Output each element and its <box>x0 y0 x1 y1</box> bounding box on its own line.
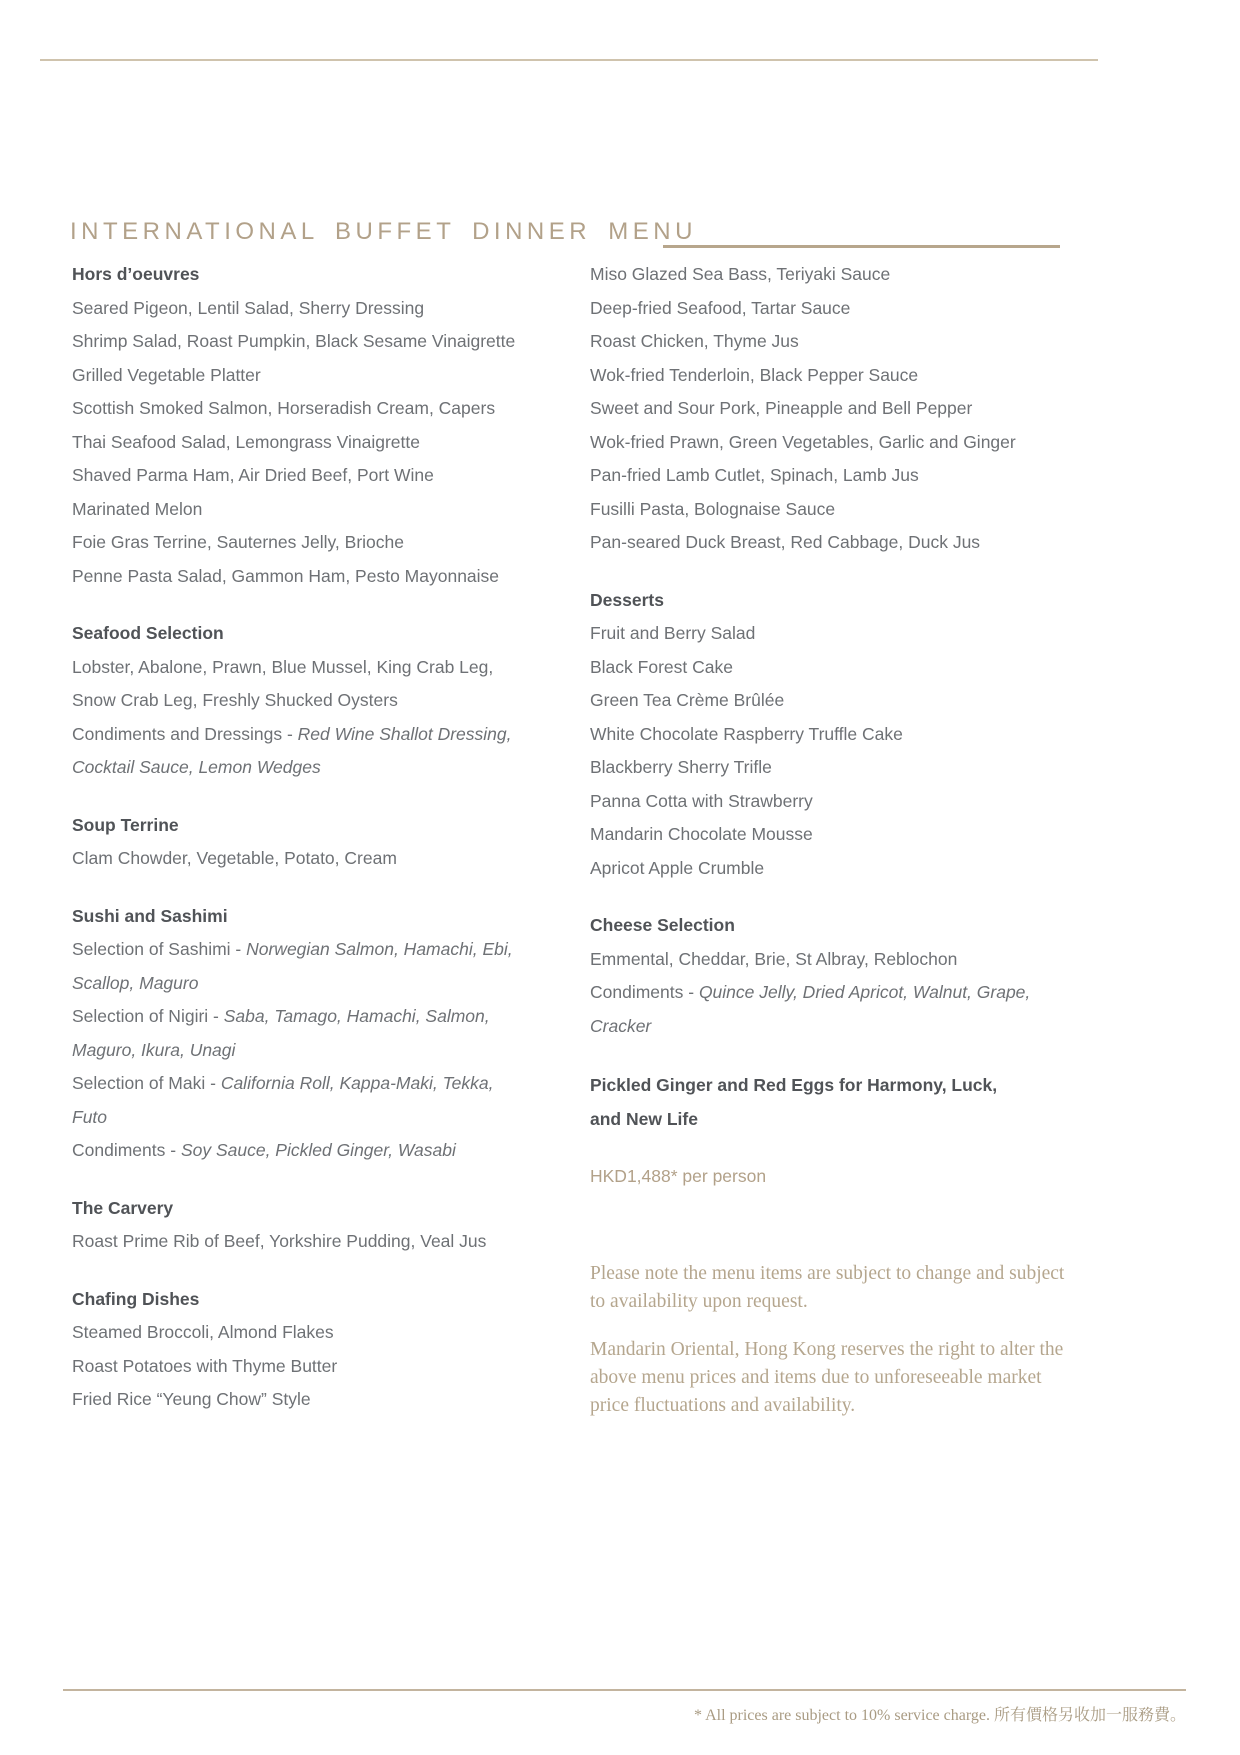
menu-item-text: Blackberry Sherry Trifle <box>590 757 772 777</box>
menu-item-text-italic: California Roll, Kappa-Maki, Tekka, <box>220 1073 494 1093</box>
menu-item-line <box>72 292 590 326</box>
price-per-person: HKD1,488* per person <box>590 1166 767 1186</box>
menu-item-line <box>590 976 1186 1010</box>
title-divider <box>663 245 1060 248</box>
note-menu-change: Please note the menu items are subject to change and subject to availability upon request. <box>590 1262 1065 1312</box>
menu-item-line <box>72 718 590 752</box>
menu-section <box>590 909 1186 1043</box>
menu-item-text: Pan-fried Lamb Cutlet, Spinach, Lamb Jus <box>590 465 919 485</box>
page-title: INTERNATIONAL BUFFET DINNER MENU <box>70 218 697 245</box>
menu-section <box>72 809 590 876</box>
menu-item-line <box>72 426 590 460</box>
menu-section <box>72 900 590 1168</box>
menu-item-text: Wok-fried Prawn, Green Vegetables, Garlic and Ginger <box>590 431 1016 452</box>
menu-section <box>72 1192 590 1259</box>
menu-column-right <box>590 258 1186 1420</box>
menu-item-line <box>72 1034 590 1068</box>
menu-section <box>590 584 1186 886</box>
menu-item-text: Steamed Broccoli, Almond Flakes <box>72 1322 334 1342</box>
menu-item-line <box>72 967 590 1001</box>
menu-item-text: Thai Seafood Salad, Lemongrass Vinaigrette <box>72 431 420 452</box>
menu-item-text: Seared Pigeon, Lentil Salad, Sherry Dressing <box>72 297 425 318</box>
menu-item-line <box>590 943 1186 977</box>
menu-item-text: Wok-fried Tenderloin, Black Pepper Sauce <box>590 364 919 385</box>
menu-item-text-italic: Cocktail Sauce, Lemon Wedges <box>72 757 321 777</box>
menu-item-text: Selection of Sashimi - <box>72 939 247 959</box>
menu-item-line <box>590 617 1186 651</box>
section-heading: The Carvery <box>72 1197 174 1218</box>
menu-item-text: Grilled Vegetable Platter <box>72 364 261 385</box>
menu-item-line <box>72 751 590 785</box>
menu-item-text-italic: Norwegian Salmon, Hamachi, Ebi, <box>246 939 513 959</box>
menu-item-line <box>72 526 590 560</box>
menu-item-line <box>72 1316 590 1350</box>
top-divider <box>40 59 1098 61</box>
menu-item-line <box>72 1134 590 1168</box>
section-heading: Seafood Selection <box>72 623 224 643</box>
menu-item-text: Foie Gras Terrine, Sauternes Jelly, Brioche <box>72 532 404 552</box>
menu-item-line <box>590 426 1186 460</box>
menu-item-text: Roast Chicken, Thyme Jus <box>590 331 799 351</box>
section-heading: Hors d’oeuvres <box>72 264 200 284</box>
menu-item-text: Shrimp Salad, Roast Pumpkin, Black Sesame Vinaigrette <box>72 331 516 351</box>
menu-item-text-italic: Red Wine Shallot Dressing, <box>297 723 512 744</box>
menu-item-text: Snow Crab Leg, Freshly Shucked Oysters <box>72 690 398 710</box>
footer-divider <box>63 1689 1186 1691</box>
menu-item-text: Condiments and Dressings - <box>72 723 298 744</box>
menu-item-text: Deep-fried Seafood, Tartar Sauce <box>590 297 851 318</box>
menu-item-text: Penne Pasta Salad, Gammon Ham, Pesto Mayonnaise <box>72 565 500 586</box>
menu-item-text-italic: Maguro, Ikura, Unagi <box>72 1039 236 1060</box>
menu-item-text: Miso Glazed Sea Bass, Teriyaki Sauce <box>590 264 891 284</box>
menu-section <box>72 258 590 593</box>
menu-item-text: Clam Chowder, Vegetable, Potato, Cream <box>72 848 397 868</box>
menu-item-text: Roast Potatoes with Thyme Butter <box>72 1355 338 1376</box>
menu-item-text: Black Forest Cake <box>590 656 733 677</box>
menu-item-line <box>590 526 1186 560</box>
section-heading: Desserts <box>590 589 664 610</box>
menu-item-text: Fruit and Berry Salad <box>590 623 756 643</box>
menu-item-text: Scottish Smoked Salmon, Horseradish Cream, Capers <box>72 398 496 418</box>
menu-item-line <box>590 651 1186 685</box>
menu-item-line <box>72 459 590 493</box>
section-heading: Sushi and Sashimi <box>72 905 228 926</box>
menu-item-line <box>72 325 590 359</box>
menu-item-line <box>590 785 1186 819</box>
menu-item-line <box>590 684 1186 718</box>
menu-section <box>590 258 1186 560</box>
menu-item-line <box>72 651 590 685</box>
menu-item-line <box>72 933 590 967</box>
menu-item-line <box>72 684 590 718</box>
menu-item-text: Condiments - <box>590 982 699 1002</box>
menu-item-text-italic: Cracker <box>590 1015 652 1036</box>
menu-item-text-italic: Futo <box>72 1106 108 1127</box>
menu-item-line <box>72 842 590 876</box>
menu-column-right-sections <box>590 258 1186 1043</box>
note-price-alteration: Mandarin Oriental, Hong Kong reserves the right to alter the above menu prices and items due to unforeseeable market price fluctuations and availability. <box>590 1338 1064 1416</box>
section-heading: Chafing Dishes <box>72 1288 200 1309</box>
menu-column-left <box>72 258 590 1420</box>
menu-item-text: Roast Prime Rib of Beef, Yorkshire Pudding, Veal Jus <box>72 1231 487 1251</box>
menu-item-text: Fusilli Pasta, Bolognaise Sauce <box>590 498 836 519</box>
menu-item-text: White Chocolate Raspberry Truffle Cake <box>590 723 903 744</box>
menu-item-line <box>590 818 1186 852</box>
menu-item-text-italic: Quince Jelly, Dried Apricot, Walnut, Grape, <box>698 982 1031 1002</box>
menu-item-text: Sweet and Sour Pork, Pineapple and Bell Pepper <box>590 398 973 418</box>
menu-item-line <box>590 392 1186 426</box>
menu-item-line <box>590 292 1186 326</box>
menu-item-line <box>590 852 1186 886</box>
menu-item-line <box>72 1383 590 1417</box>
menu-item-text-italic: Scallop, Maguro <box>72 972 199 993</box>
section-heading: Soup Terrine <box>72 814 179 835</box>
menu-item-text: Pan-seared Duck Breast, Red Cabbage, Duck Jus <box>590 532 981 552</box>
service-charge-note: * All prices are subject to 10% service charge. 所有價格另收加一服務費。 <box>693 1707 1186 1724</box>
menu-item-text: Shaved Parma Ham, Air Dried Beef, Port Wine <box>72 465 434 485</box>
menu-item-text: Marinated Melon <box>72 498 203 519</box>
highlight-line-2: and New Life <box>590 1108 698 1129</box>
highlight-line-1: Pickled Ginger and Red Eggs for Harmony, Luck, <box>590 1075 998 1095</box>
menu-item-line <box>72 1350 590 1384</box>
menu-item-text: Emmental, Cheddar, Brie, St Albray, Reblochon <box>590 948 958 969</box>
menu-columns <box>72 258 1186 1420</box>
menu-item-line <box>72 359 590 393</box>
menu-item-line <box>72 392 590 426</box>
menu-item-text: Apricot Apple Crumble <box>590 857 765 878</box>
menu-item-line <box>590 1010 1186 1044</box>
menu-item-text: Green Tea Crème Brûlée <box>590 690 785 710</box>
menu-item-line <box>72 1067 590 1101</box>
menu-item-text: Lobster, Abalone, Prawn, Blue Mussel, King Crab Leg, <box>72 656 494 677</box>
menu-item-text: Selection of Maki - <box>72 1073 221 1093</box>
menu-section <box>72 1283 590 1417</box>
menu-item-text: Mandarin Chocolate Mousse <box>590 824 813 844</box>
menu-item-line <box>590 459 1186 493</box>
menu-item-text-italic: Soy Sauce, Pickled Ginger, Wasabi <box>180 1140 456 1160</box>
section-heading: Cheese Selection <box>590 915 735 935</box>
menu-item-text: Condiments - <box>72 1140 181 1160</box>
menu-item-line <box>590 359 1186 393</box>
menu-item-text: Panna Cotta with Strawberry <box>590 790 813 811</box>
menu-item-line <box>590 751 1186 785</box>
notes-block <box>590 1260 1070 1420</box>
menu-item-text: Selection of Nigiri - <box>72 1006 224 1026</box>
menu-section <box>72 617 590 785</box>
menu-item-line <box>590 718 1186 752</box>
menu-item-line <box>72 1101 590 1135</box>
menu-item-line <box>72 1225 590 1259</box>
menu-item-text: Fried Rice “Yeung Chow” Style <box>72 1389 311 1409</box>
menu-item-text-italic: Saba, Tamago, Hamachi, Salmon, <box>223 1006 490 1026</box>
menu-item-line <box>72 493 590 527</box>
menu-item-line <box>590 325 1186 359</box>
menu-item-line <box>72 560 590 594</box>
menu-item-line <box>590 493 1186 527</box>
menu-item-line <box>590 258 1186 292</box>
menu-item-line <box>72 1000 590 1034</box>
